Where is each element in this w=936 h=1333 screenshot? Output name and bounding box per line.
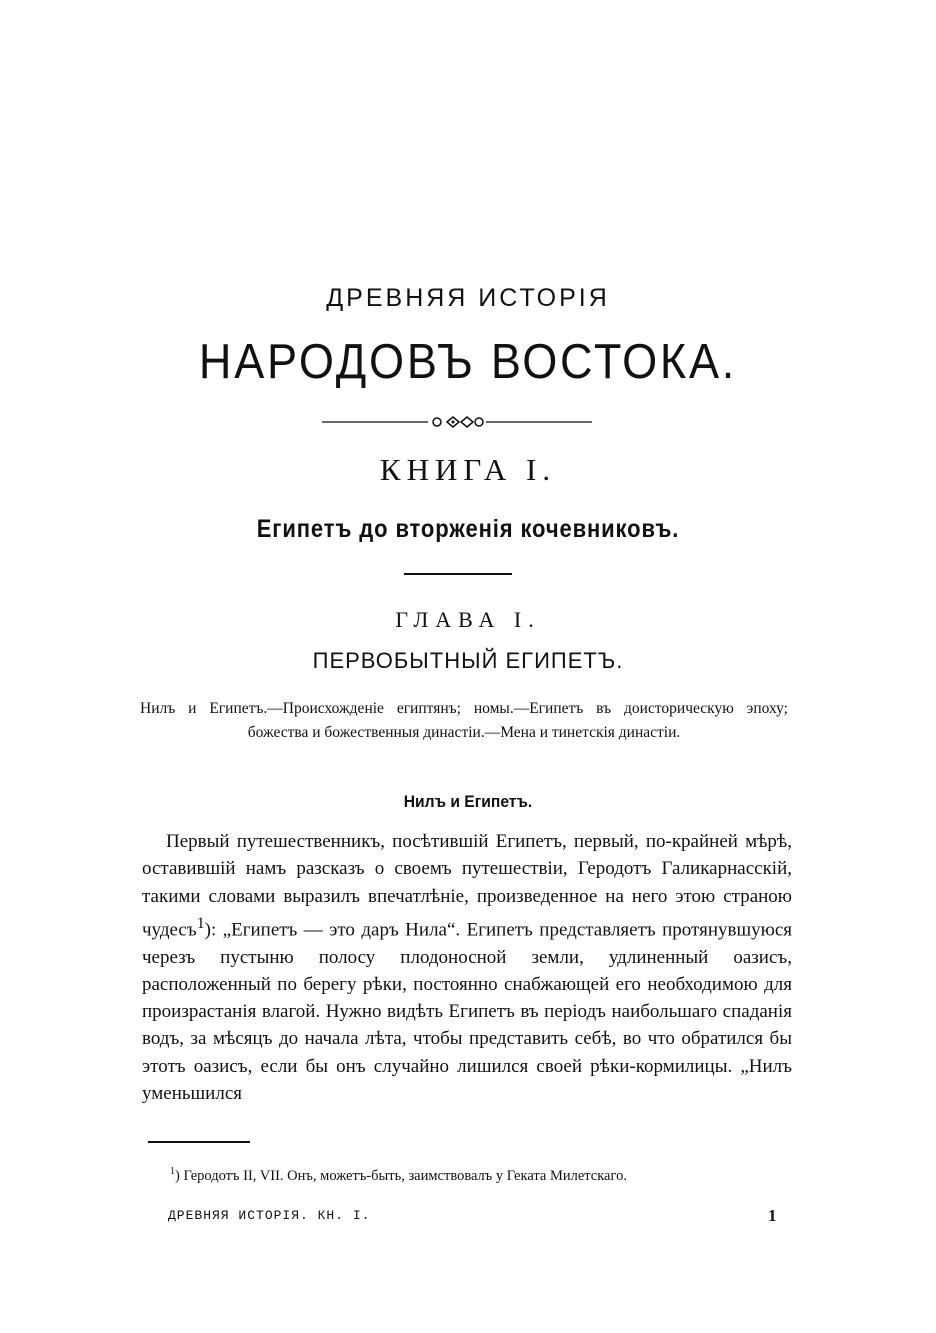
ornament-divider (322, 412, 592, 432)
chapter-summary: Нилъ и Египетъ.—Происхожденіе египтянъ; номы.—Египетъ въ доисторическую эпоху; божества и божественныя династіи.—Мена и тинетскія династіи. (140, 700, 788, 741)
section-heading: Нилъ и Египетъ. (403, 792, 533, 811)
chapter-title: ПЕРВОБЫТНЫЙ ЕГИПЕТЪ. (312, 648, 624, 673)
title-line-1: ДРЕВНЯЯ ИСТОРІЯ (326, 284, 610, 312)
title-main: НАРОДОВЪ ВОСТОКА. (198, 335, 738, 389)
body-paragraph (142, 828, 792, 1107)
chapter-label: ГЛАВА I. (395, 607, 541, 632)
running-footer: ДРЕВНЯЯ ИСТОРІЯ. КН. I. (168, 1208, 371, 1223)
footnote-text: ) Геродотъ II, VII. Онъ, можетъ-быть, заимствовалъ у Геката Милетскаго. (175, 1167, 627, 1184)
short-rule (404, 573, 512, 575)
footnote-marker: 1 (170, 1166, 175, 1177)
page-number: 1 (768, 1206, 777, 1225)
book-label: КНИГА I. (379, 452, 557, 487)
body-text-after-note: ): „Египетъ — это даръ Нила“. Египетъ представляетъ протянувшуюся черезъ пустыню полосу плодоносной земли, удлиненный оазисъ, расположенный по берегу рѣки, постоянно снабжающей его необходимою для произрастанія влагой. Нужно видѣть Египетъ въ періодъ наибольшаго спаданія водъ, за мѣсяцъ до начала лѣта, чтобы представить себѣ, во что обратился бы этотъ оазисъ, если бы онъ случайно лишился своей рѣки-кормилицы. „Нилъ уменьшился (142, 919, 792, 1104)
book-subtitle: Египетъ до вторженія кочевниковъ. (256, 515, 680, 543)
footnote (148, 1161, 788, 1187)
footnote-reference: 1 (196, 914, 205, 932)
footnote-rule (148, 1141, 250, 1143)
body-text-before-note: Первый путешественникъ, посѣтившій Египетъ, первый, по-крайней мѣрѣ, оставившій намъ разсказъ о своемъ путешествіи, Геродотъ Галикарнасскій, такими словами выразилъ впечатлѣніе, произведенное на него этою страною чудесъ (142, 831, 792, 941)
